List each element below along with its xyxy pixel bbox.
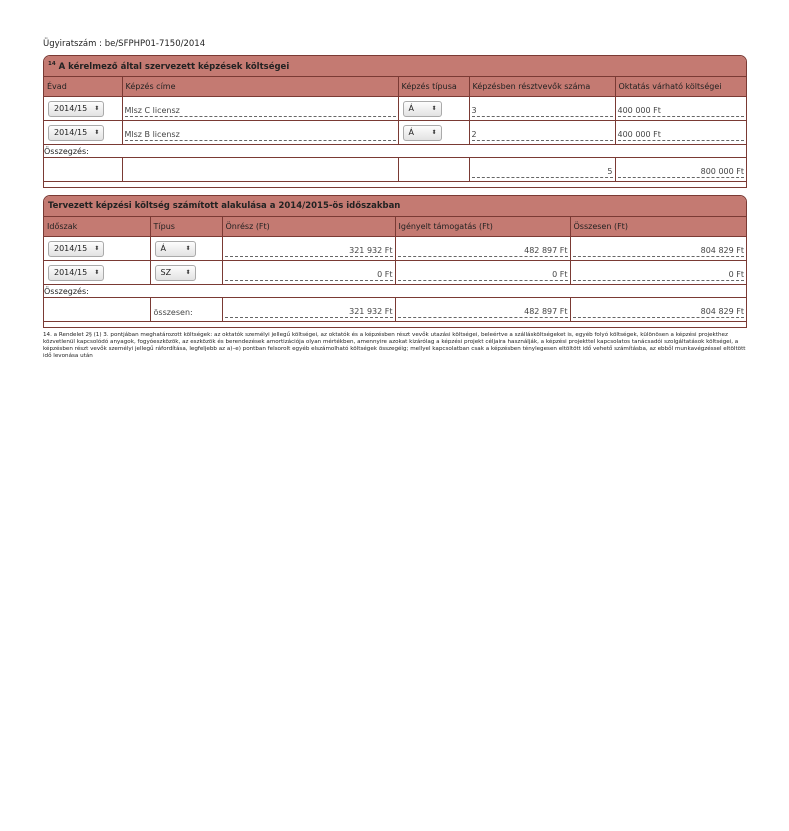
sum-total: 804 829 Ft — [573, 305, 745, 318]
cost-field[interactable]: 400 000 Ft — [618, 104, 745, 117]
sum-label: összesen: — [153, 307, 193, 317]
panel-title — [44, 56, 746, 77]
summary-row — [44, 298, 746, 322]
col-total: Összesen (Ft) — [570, 217, 746, 237]
training-name-field[interactable]: Mlsz C licensz — [125, 104, 396, 117]
planned-costs-panel — [43, 195, 747, 328]
sum-requested: 482 897 Ft — [398, 305, 568, 318]
season-select[interactable]: 2014/15 ⬍ — [48, 125, 104, 141]
type-select[interactable]: Á ⬍ — [403, 125, 442, 141]
table-header — [44, 77, 746, 97]
chevron-updown-icon: ⬍ — [94, 244, 100, 252]
total-cost: 800 000 Ft — [618, 165, 745, 178]
table-row — [44, 121, 746, 145]
table-row — [44, 237, 746, 261]
training-costs-table — [44, 77, 746, 182]
training-name-field[interactable]: Mlsz B licensz — [125, 128, 396, 141]
requested-value: 482 897 Ft — [398, 244, 568, 257]
own-share-value: 321 932 Ft — [225, 244, 393, 257]
requested-value: 0 Ft — [398, 268, 568, 281]
col-season: Évad — [44, 77, 122, 97]
chevron-updown-icon: ⬍ — [431, 104, 437, 112]
chevron-updown-icon: ⬍ — [185, 268, 191, 276]
col-own-share: Önrész (Ft) — [222, 217, 395, 237]
col-period: Időszak — [44, 217, 150, 237]
season-select[interactable]: 2014/15 ⬍ — [48, 101, 104, 117]
period-select[interactable]: 2014/15 ⬍ — [48, 265, 104, 281]
type-select[interactable]: Á ⬍ — [155, 241, 196, 257]
table-header — [44, 217, 746, 237]
chevron-updown-icon: ⬍ — [185, 244, 191, 252]
col-participants: Képzésben résztvevők száma — [469, 77, 615, 97]
period-select[interactable]: 2014/15 ⬍ — [48, 241, 104, 257]
col-requested: Igényelt támogatás (Ft) — [395, 217, 570, 237]
cost-field[interactable]: 400 000 Ft — [618, 128, 745, 141]
participants-field[interactable]: 2 — [472, 128, 613, 141]
panel-title-text: A kérelmező által szervezett képzések költségei — [58, 61, 290, 72]
total-value: 804 829 Ft — [573, 244, 745, 257]
panel-title: Tervezett képzési költség számított alakulása a 2014/2015-ös időszakban — [44, 196, 746, 217]
summary-label: Összegzés: — [44, 145, 746, 158]
type-select[interactable]: Á ⬍ — [403, 101, 442, 117]
total-value: 0 Ft — [573, 268, 745, 281]
training-costs-panel — [43, 55, 747, 188]
summary-label-row — [44, 285, 746, 298]
col-type: Képzés típusa — [398, 77, 469, 97]
table-row — [44, 261, 746, 285]
summary-row — [44, 158, 746, 182]
summary-label: Összegzés: — [44, 285, 746, 298]
col-type: Típus — [150, 217, 222, 237]
case-number: Ügyiratszám : be/SFPHP01-7150/2014 — [43, 39, 206, 49]
chevron-updown-icon: ⬍ — [94, 104, 100, 112]
chevron-updown-icon: ⬍ — [94, 268, 100, 276]
type-select[interactable]: SZ ⬍ — [155, 265, 196, 281]
table-row — [44, 97, 746, 121]
participants-field[interactable]: 3 — [472, 104, 613, 117]
footnote-mark: 14 — [48, 61, 56, 67]
col-title: Képzés címe — [122, 77, 398, 97]
planned-costs-table — [44, 217, 746, 322]
summary-label-row — [44, 145, 746, 158]
sum-own-share: 321 932 Ft — [225, 305, 393, 318]
col-cost: Oktatás várható költségei — [615, 77, 746, 97]
footnote-text: 14. a Rendelet 2§ (1) 3. pontjában meghatározott költségek: az oktatók személyi jellegű költségei, az oktatók és a képzésben részt vevők utazási költségei, beleértve a szállásköltségeket is, egyéb folyó költségek, különösen a képzési projekthez közvetlenül kapcsolódó anyagok, fogyóeszközök, az eszközök és berendezések amortizációja olyan mértékben, amennyire azokat kizárólag a képzési projekt céljaira használják, a képzési projekttel kapcsolatos tanácsadói szolgáltatások költségei, a képzésben részt vevők személyi jellegű ráfordítása, legfeljebb az a)–e) pontban felsorolt egyéb elszámolható költségek összegéig; mellyel kapcsolatban csak a képzésben ténylegesen eltöltött idő vehető számításba, az ebből munkavégzéssel eltöltött idő levonása után — [43, 332, 746, 359]
total-participants: 5 — [472, 165, 613, 178]
chevron-updown-icon: ⬍ — [431, 128, 437, 136]
chevron-updown-icon: ⬍ — [94, 128, 100, 136]
own-share-value: 0 Ft — [225, 268, 393, 281]
